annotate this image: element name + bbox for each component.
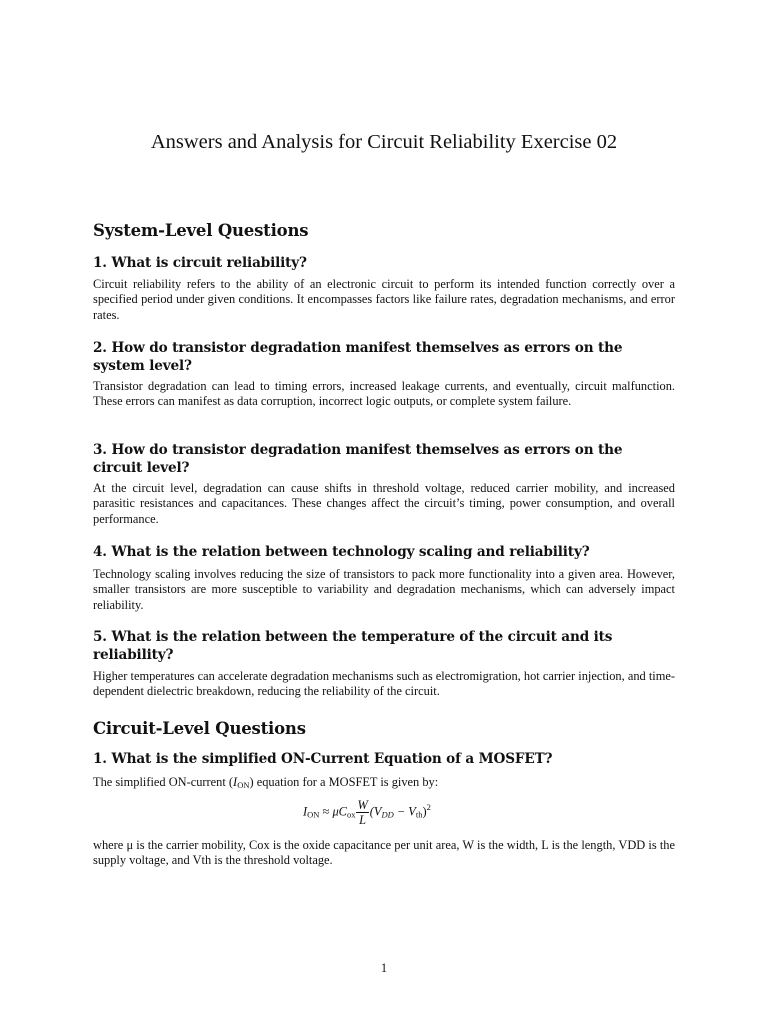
variable-explanation: where μ is the carrier mobility, Cox is the oxide capacitance per unit area, W is the width, L is the length, VDD is the supply voltage, and Vth is the threshold voltage.: [93, 838, 675, 868]
section-heading-system: System-Level Questions: [93, 221, 309, 240]
question-title: 5. What is the relation between the temperature of the circuit and its reliability?: [93, 629, 613, 663]
answer-paragraph: Transistor degradation can lead to timing errors, increased leakage currents, and eventually, circuit malfunction. These errors can manifest as data corruption, incorrect logic outputs, or complete system failure.: [93, 379, 675, 409]
answer-paragraph: Circuit reliability refers to the ability of an electronic circuit to perform its intended function correctly over a specified period under given conditions. It encompasses factors like failure rates, degradation mechanisms, and error rates.: [93, 277, 675, 322]
on-current-equation: $I_{ON} \approx \mu C_{ox}$ $\frac{W}{L}$ $(V_{DD} - V_{th})^2$: [303, 798, 431, 827]
question-title: 2. How do transistor degradation manifest themselves as errors on the system level?: [93, 340, 623, 374]
document-page: [93, 0, 675, 1024]
question-title: 3. How do transistor degradation manifest themselves as errors on the circuit level?: [93, 442, 623, 476]
question-title: 1. What is circuit reliability?: [93, 255, 307, 271]
section-heading-circuit: Circuit-Level Questions: [93, 719, 306, 738]
question-title: 4. What is the relation between technology scaling and reliability?: [93, 544, 590, 560]
page-number: 1: [380, 961, 388, 975]
answer-paragraph: Higher temperatures can accelerate degradation mechanisms such as electromigration, hot carrier injection, and time-dependent dielectric breakdown, reducing the reliability of the circuit.: [93, 669, 675, 699]
width-length-fraction: $\frac{W}{L}$: [357, 798, 368, 827]
answer-paragraph: Technology scaling involves reducing the size of transistors to pack more functionality into a given area. However, smaller transistors are more susceptible to variability and degradation mechanisms, which can adversely impact reliability.: [93, 567, 675, 612]
question-title: 1. What is the simplified ON-Current Equation of a MOSFET?: [93, 751, 553, 767]
equation-intro: The simplified ON-current $(I_{ON})$ equation for a MOSFET is given by:: [93, 775, 439, 790]
answer-paragraph: At the circuit level, degradation can cause shifts in threshold voltage, reduced carrier mobility, and increased parasitic resistances and capacitances. These changes affect the circuit’s timing, power consumption, and overall performance.: [93, 481, 675, 526]
document-title: Answers and Analysis for Circuit Reliability Exercise 02: [150, 131, 618, 153]
